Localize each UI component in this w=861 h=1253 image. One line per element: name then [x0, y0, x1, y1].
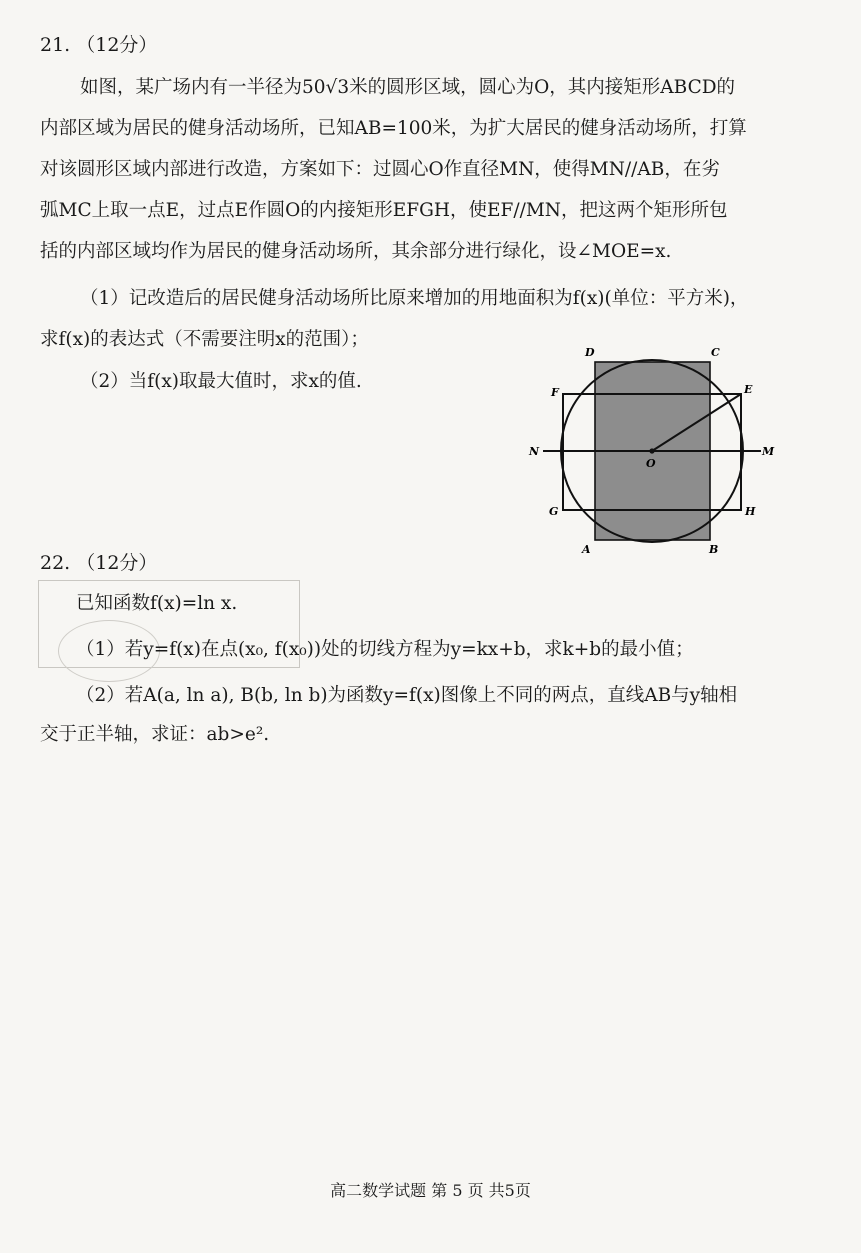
q22-part2-line-1: （2）若A(a, ln a), B(b, ln b)为函数y=f(x)图像上不同的两点，直线AB与y轴相: [76, 685, 738, 706]
q21-line-3: 对该圆形区域内部进行改造，方案如下：过圆心O作直径MN，使得MN//AB，在劣: [40, 159, 720, 180]
label-e: E: [744, 383, 753, 396]
label-h: H: [745, 505, 756, 518]
page-footer: 高二数学试题 第 5 页 共5页: [330, 1181, 531, 1200]
q21-part1-line-1: （1）记改造后的居民健身活动场所比原来增加的用地面积为f(x)(单位：平方米)，: [80, 288, 749, 309]
label-m: M: [762, 445, 775, 458]
q22-part1: （1）若y=f(x)在点(x₀, f(x₀))处的切线方程为y=kx+b，求k+b的最小值；: [76, 639, 694, 660]
q21-line-1: 如图，某广场内有一半径为50√3米的圆形区域，圆心为O，其内接矩形ABCD的: [80, 77, 736, 98]
geometry-figure: [525, 340, 785, 560]
label-b: B: [709, 543, 719, 556]
label-f: F: [551, 386, 559, 399]
q22-part2-line-2: 交于正半轴，求证：ab>e².: [40, 724, 270, 745]
label-g: G: [549, 505, 559, 518]
q22-given: 已知函数f(x)=ln x.: [76, 593, 238, 614]
q21-part2: （2）当f(x)取最大值时，求x的值.: [80, 371, 362, 392]
label-o: O: [646, 457, 656, 470]
label-d: D: [585, 346, 595, 359]
center-point-o: [649, 448, 654, 453]
question-21-heading: 21. （12分）: [40, 34, 158, 56]
q21-line-2: 内部区域为居民的健身活动场所，已知AB=100米，为扩大居民的健身活动场所，打算: [40, 118, 747, 139]
label-a: A: [582, 543, 591, 556]
question-22-heading: 22. （12分）: [40, 552, 158, 574]
q21-line-4: 弧MC上取一点E，过点E作圆O的内接矩形EFGH，使EF//MN，把这两个矩形所包: [40, 200, 728, 221]
label-n: N: [529, 445, 540, 458]
q21-part1-line-2: 求f(x)的表达式（不需要注明x的范围）；: [40, 329, 369, 350]
q21-line-5: 括的内部区域均作为居民的健身活动场所，其余部分进行绿化，设∠MOE=x.: [40, 241, 672, 262]
label-c: C: [711, 346, 720, 359]
